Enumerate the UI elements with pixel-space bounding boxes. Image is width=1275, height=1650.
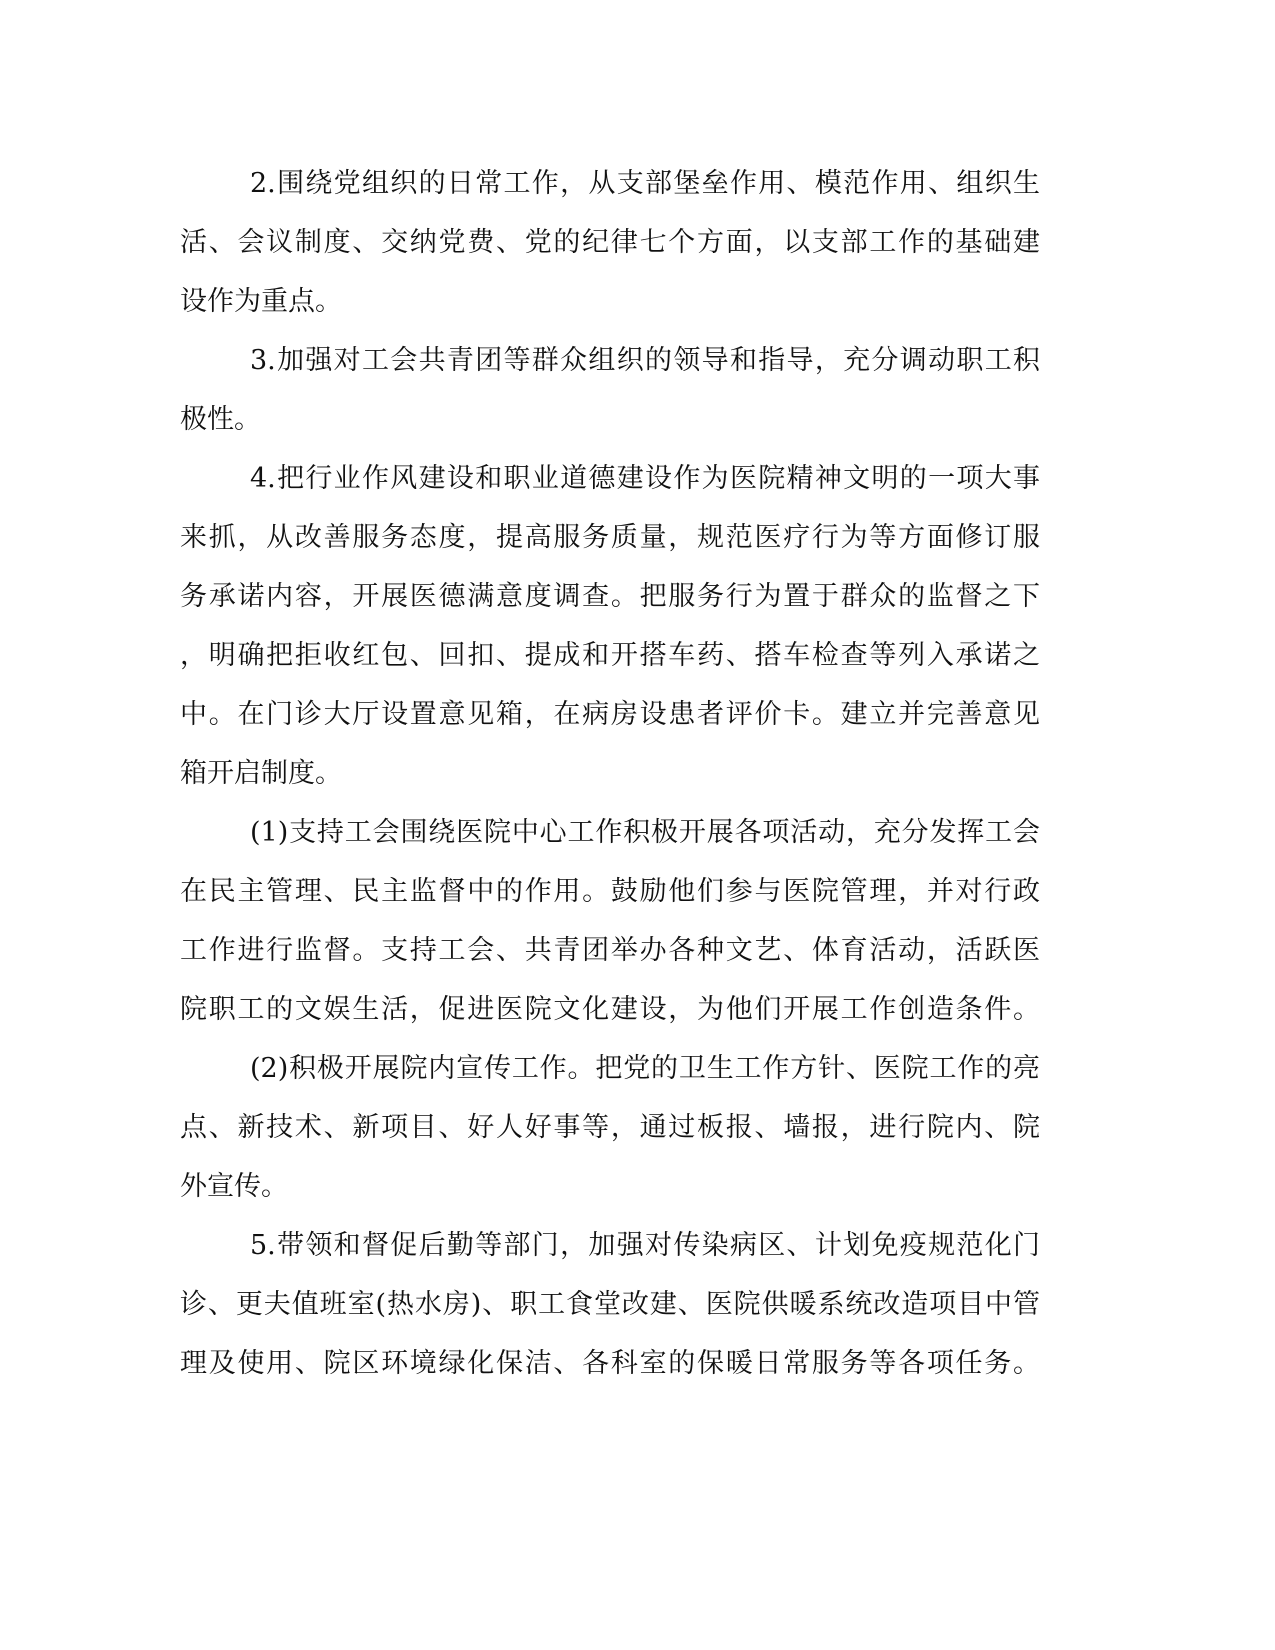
text-line: 中。在门诊大厅设置意见箱，在病房设患者评价卡。建立并完善意见 [180, 699, 1040, 730]
text-line: (1)支持工会围绕医院中心工作积极开展各项活动，充分发挥工会 [250, 817, 1040, 848]
text-line: 来抓，从改善服务态度，提高服务质量，规范医疗行为等方面修订服 [180, 522, 1040, 553]
text-line: 理及使用、院区环境绿化保洁、各科室的保暖日常服务等各项任务。 [180, 1348, 1040, 1379]
text-line: 3.加强对工会共青团等群众组织的领导和指导，充分调动职工积 [250, 345, 1040, 376]
paragraph-item-4 [180, 449, 1040, 803]
text-line: 外宣传。 [180, 1171, 288, 1202]
text-line: 院职工的文娱生活，促进医院文化建设，为他们开展工作创造条件。 [180, 994, 1040, 1025]
paragraph-sub-1 [180, 803, 1040, 1039]
paragraph-sub-2 [180, 1039, 1040, 1216]
text-line: 工作进行监督。支持工会、共青团举办各种文艺、体育活动，活跃医 [180, 935, 1040, 966]
text-line: 活、会议制度、交纳党费、党的纪律七个方面，以支部工作的基础建 [180, 227, 1040, 258]
paragraph-item-3 [180, 331, 1040, 449]
text-line: ，明确把拒收红包、回扣、提成和开搭车药、搭车检查等列入承诺之 [180, 640, 1040, 671]
text-line: 在民主管理、民主监督中的作用。鼓励他们参与医院管理，并对行政 [180, 876, 1040, 907]
text-line: 务承诺内容，开展医德满意度调查。把服务行为置于群众的监督之下 [180, 581, 1040, 612]
text-line: 2.围绕党组织的日常工作，从支部堡垒作用、模范作用、组织生 [250, 168, 1040, 199]
text-line: (2)积极开展院内宣传工作。把党的卫生工作方针、医院工作的亮 [250, 1053, 1040, 1084]
paragraph-item-5 [180, 1216, 1040, 1393]
text-line: 4.把行业作风建设和职业道德建设作为医院精神文明的一项大事 [250, 463, 1040, 494]
text-line: 5.带领和督促后勤等部门，加强对传染病区、计划免疫规范化门 [250, 1230, 1040, 1261]
text-line: 极性。 [180, 404, 261, 435]
text-line: 点、新技术、新项目、好人好事等，通过板报、墙报，进行院内、院 [180, 1112, 1040, 1143]
text-line: 设作为重点。 [180, 286, 342, 317]
paragraph-item-2 [180, 154, 1040, 331]
document-body [180, 154, 1040, 1393]
text-line: 箱开启制度。 [180, 758, 342, 789]
text-line: 诊、更夫值班室(热水房)、职工食堂改建、医院供暖系统改造项目中管 [180, 1289, 1040, 1320]
